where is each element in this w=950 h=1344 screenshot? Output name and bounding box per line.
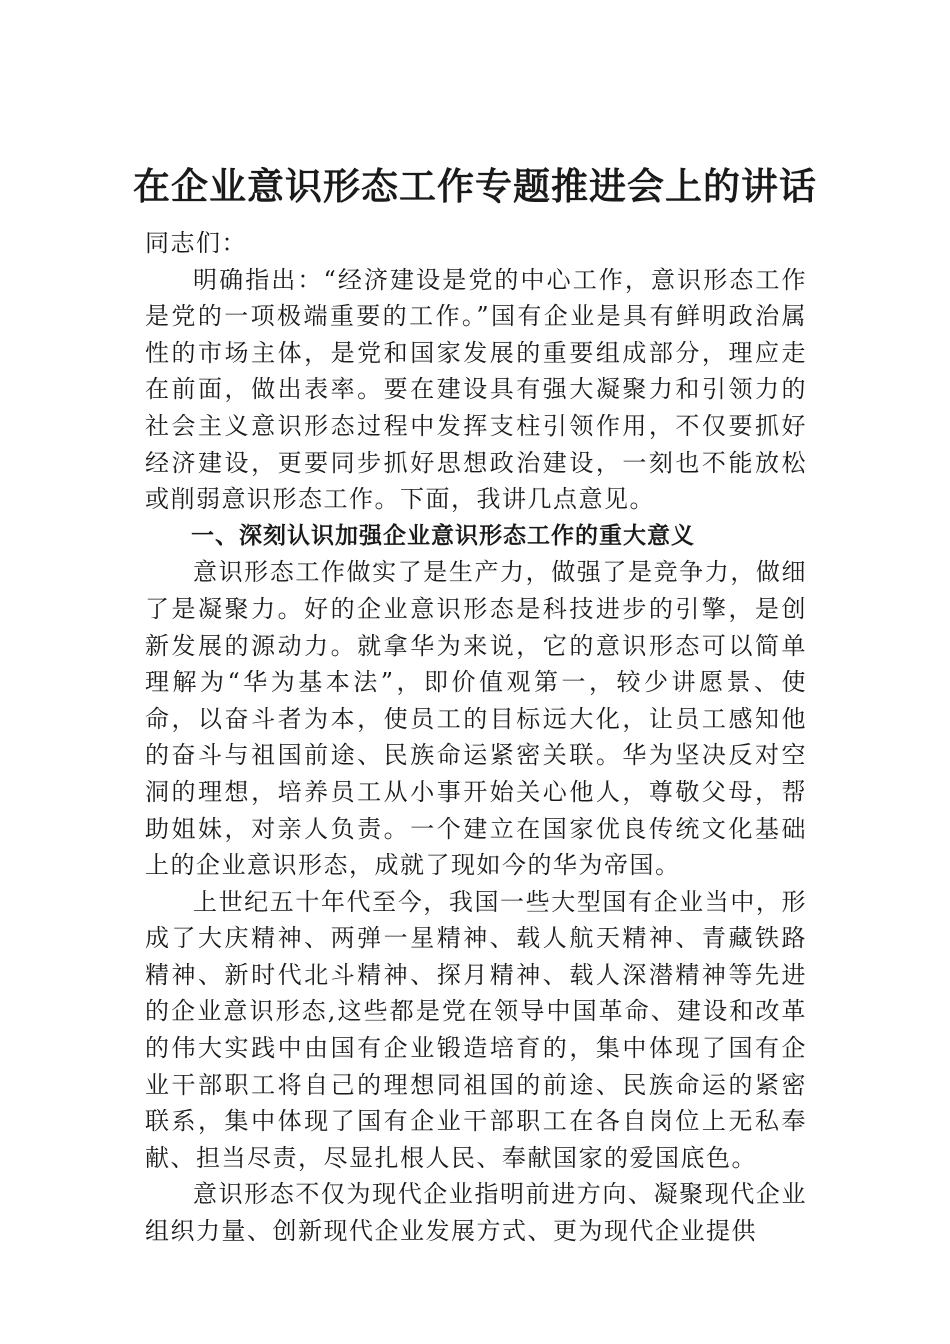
document-body xyxy=(145,225,807,1250)
section1-paragraph-3: 意识形态不仅为现代企业指明前进方向、凝聚现代企业组织力量、创新现代企业发展方式、更为现代企业提供 xyxy=(145,1180,807,1246)
section1-paragraph-2: 上世纪五十年代至今，我国一些大型国有企业当中，形成了大庆精神、两弹一星精神、载人航天精神、青藏铁路精神、新时代北斗精神、探月精神、载人深潜精神等先进的企业意识形态,这些都是党在领导中国革命、建设和改革的伟大实践中由国有企业锻造培育的，集中体现了国有企业干部职工将自己的理想同祖国的前途、民族命运的紧密联系，集中体现了国有企业干部职工在各自岗位上无私奉献、担当尽责，尽显扎根人民、奉献国家的爱国底色。 xyxy=(145,887,807,1172)
document-title: 在企业意识形态工作专题推进会上的讲话 xyxy=(133,164,817,208)
section1-paragraph-1: 意识形态工作做实了是生产力，做强了是竞争力，做细了是凝聚力。好的企业意识形态是科技进步的引擎，是创新发展的源动力。就拿华为来说，它的意识形态可以简单理解为“华为基本法”，即价值观第一，较少讲愿景、使命，以奋斗者为本，使员工的目标远大化，让员工感知他的奋斗与祖国前途、民族命运紧密关联。华为坚决反对空洞的理想，培养员工从小事开始关心他人，尊敬父母，帮助姐妹，对亲人负责。一个建立在国家优良传统文化基础上的企业意识形态，成就了现如今的华为帝国。 xyxy=(145,558,807,880)
intro-paragraph: 明确指出：“经济建设是党的中心工作，意识形态工作是党的一项极端重要的工作。”国有企业是具有鲜明政治属性的市场主体，是党和国家发展的重要组成部分，理应走在前面，做出表率。要在建设具有强大凝聚力和引领力的社会主义意识形态过程中发挥支柱引领作用，不仅要抓好经济建设，更要同步抓好思想政治建设，一刻也不能放松或削弱意识形态工作。下面，我讲几点意见。 xyxy=(145,265,807,514)
salutation: 同志们： xyxy=(145,229,247,257)
section-heading-1: 一、深刻认识加强企业意识形态工作的重大意义 xyxy=(191,522,695,549)
